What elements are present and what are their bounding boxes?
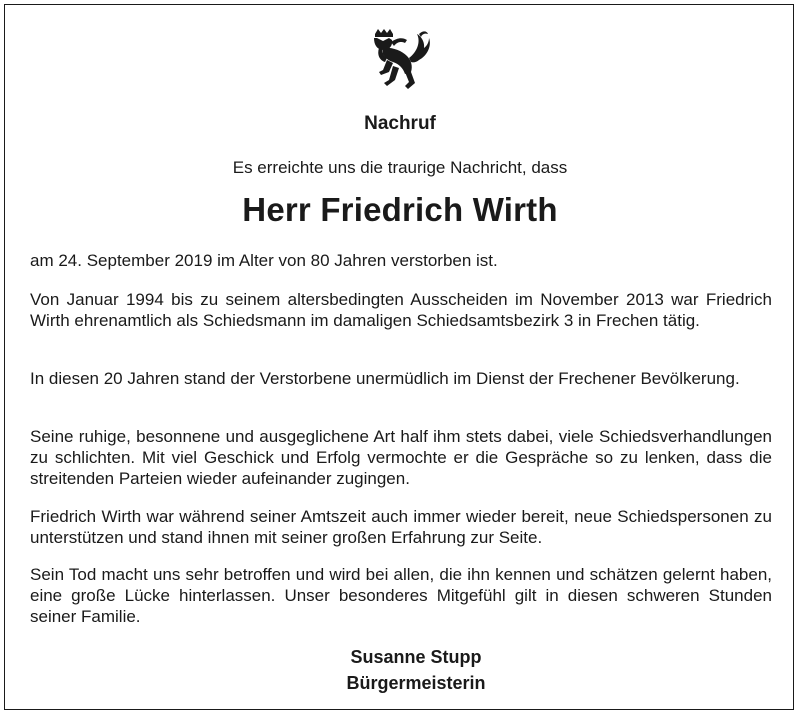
notice-title: Nachruf [364, 113, 436, 134]
deceased-name: Herr Friedrich Wirth [242, 191, 558, 228]
signatory-name: Susanne Stupp [350, 647, 482, 667]
dedication-paragraph: In diesen 20 Jahren stand der Verstorbene unermüdlich im Dienst der Frechener Bevölkerung. [30, 369, 740, 388]
lion-crest-icon [369, 28, 433, 92]
intro-line: Es erreichte uns die traurige Nachricht, dass [232, 158, 568, 177]
death-date-paragraph: am 24. September 2019 im Alter von 80 Jahren verstorben ist. [30, 251, 498, 270]
signatory-title: Bürgermeisterin [346, 673, 486, 693]
character-paragraph: Seine ruhige, besonnene und ausgeglichene Art half ihm stets dabei, viele Schiedsverhandlungen zu schlichten. Mit viel Geschick und Erfolg vermochte er die Gespräche so zu lenken, dass die streitenden Parteien wieder aufeinander zugingen. [30, 427, 772, 488]
condolence-paragraph: Sein Tod macht uns sehr betroffen und wird bei allen, die ihn kennen und schätzen gelernt haben, eine große Lücke hinterlassen. Unser besonderes Mitgefühl gilt in diesen schweren Stunden seiner Familie. [30, 565, 772, 626]
service-paragraph: Von Januar 1994 bis zu seinem altersbedingten Ausscheiden im November 2013 war Friedrich Wirth ehrenamtlich als Schiedsmann im damaligen Schiedsamtsbezirk 3 in Frechen tätig. [30, 290, 772, 330]
support-paragraph: Friedrich Wirth war während seiner Amtszeit auch immer wieder bereit, neue Schiedspersonen zu unterstützen und stand ihnen mit seiner großen Erfahrung zur Seite. [30, 507, 772, 547]
